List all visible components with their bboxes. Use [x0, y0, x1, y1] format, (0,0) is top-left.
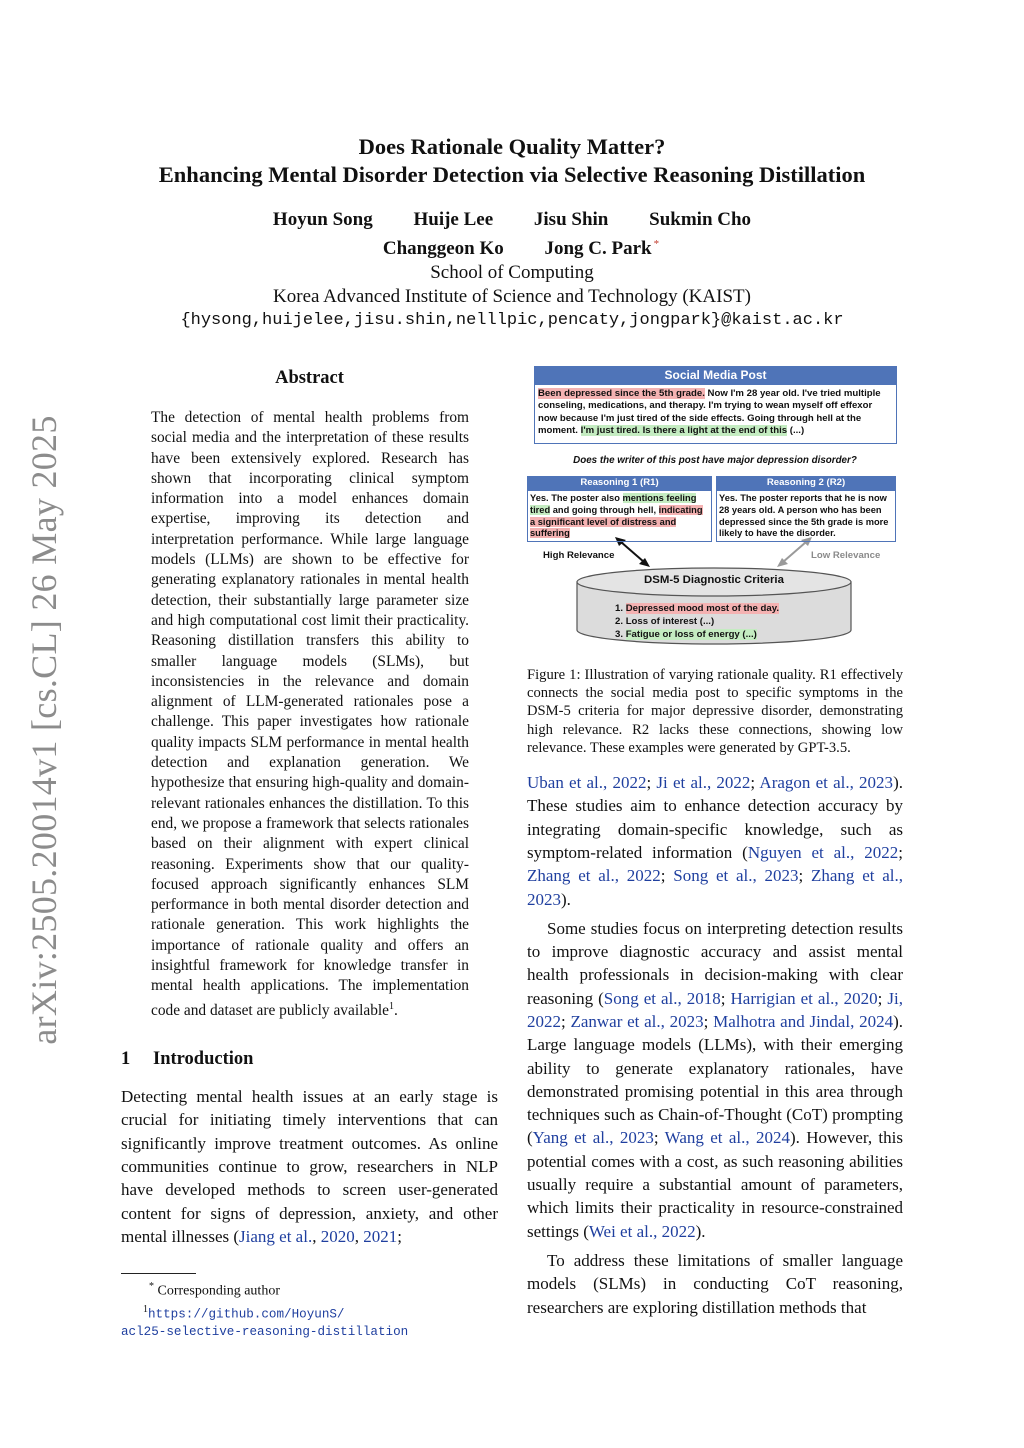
dsm-item-text: Loss of interest (...)	[625, 615, 715, 627]
dsm-item	[615, 603, 779, 616]
dsm-item-text: Fatigue or loss of energy (...)	[625, 628, 757, 640]
abstract-body: The detection of mental health problems from social media and the interpretation of these results have been extensively explored. Research has shown that incorporating clinical symptom information into a model enhances domain expertise, improving its detection and interpretation performance. While large language models (LLMs) are shown to be effective for generating explanatory rationales in mental health detection, their substantially large parameter size and high computational cost limit their practicality. Reasoning distillation transfers this ability to smaller language models (SLMs), but inconsistencies in the relevance and domain alignment of LLM-generated rationales pose a challenge. This paper investigates how rationale quality impacts SLM performance in mental health detection and explanation generation. We hypothesize that ensuring high-quality and domain-relevant rationales enhances the distillation. To this end, we propose a framework that selects rationales based on their alignment with expert clinical reasoning. Experiments show that our quality-focused approach significantly enhances SLM performance in both mental disorder detection and rationale generation. This work highlights the importance of rationale quality and offers an insightful framework for knowledge transfer in mental health applications. The implementation code and dataset are publicly available	[151, 409, 469, 1019]
reasoning-1-header: Reasoning 1 (R1)	[527, 476, 712, 490]
right-paragraph-3: To address these limitations of smaller language models (SLMs) in conducting CoT reasoning, researchers are exploring distillation methods that	[527, 1250, 903, 1317]
intro-paragraph-1	[121, 1085, 498, 1248]
dsm-item-text: Depressed mood most of the day.	[625, 603, 780, 614]
intro-text: Detecting mental health issues at an early stage is crucial for initiating timely interventions that can significantly improve treatment outcomes. As online communities continue to grow, researchers in NLP have developed methods to screen user-generated content for signs of depression, anxiety, and other mental illnesses (	[121, 1087, 498, 1246]
footnote-link	[121, 1301, 498, 1324]
reasoning-2-box	[716, 476, 896, 542]
post-highlight-green: I'm just tired. Is there a light at the end of this	[580, 424, 788, 436]
paragraph-text: ;	[561, 1011, 571, 1031]
r1-highlight-green: mentions feeling tired	[530, 493, 697, 515]
corresponding-mark: *	[653, 238, 660, 250]
citation-link[interactable]: Song et al., 2023	[673, 866, 799, 886]
figure-1	[527, 360, 903, 660]
high-relevance-label: High Relevance	[543, 550, 615, 561]
r1-highlight-red: indicating a significant level of distress and suffering	[530, 504, 703, 539]
paragraph-text: ).	[561, 889, 571, 909]
citation-separator: ,	[312, 1226, 321, 1246]
footnotes	[121, 1273, 498, 1341]
dsm-item-number: 3.	[615, 628, 624, 640]
affiliation-school: School of Computing	[430, 262, 594, 284]
dsm-criteria-list	[615, 603, 779, 641]
intro-text-end: ;	[397, 1226, 402, 1246]
paragraph-text: Some studies focus on interpreting detection results to improve diagnostic accuracy and assist mental health professionals in decision-making with clear reasoning (	[527, 918, 903, 1008]
post-highlight-red: Been depressed since the 5th grade.	[538, 388, 705, 399]
citation-link[interactable]: Zanwar et al., 2023	[570, 1011, 704, 1031]
citation-separator: ,	[354, 1226, 364, 1246]
author-block	[0, 208, 1024, 333]
paragraph-text: ). These studies aim to enhance detection accuracy by integrating domain-specific knowledge, such as symptom-related information (	[527, 773, 903, 862]
dsm-item-number: 1.	[615, 603, 624, 614]
paragraph-text: ;	[720, 988, 731, 1008]
citation-link[interactable]: 2020	[320, 1226, 355, 1246]
paragraph-text: ;	[898, 842, 903, 862]
abstract-heading: Abstract	[275, 368, 344, 388]
github-link-cont[interactable]: acl25-selective-reasoning-distillation	[121, 1325, 409, 1340]
post-body	[534, 384, 897, 444]
author-row-1	[0, 208, 1024, 232]
github-link[interactable]: https://github.com/HoyunS/	[148, 1307, 345, 1322]
citation-link[interactable]: Harrigian et al., 2020	[730, 988, 878, 1008]
footnote-rule	[121, 1273, 196, 1274]
footnote-text: Corresponding author	[157, 1283, 280, 1299]
paragraph-text: ;	[798, 866, 811, 886]
paragraph-text: ;	[653, 1128, 665, 1148]
dsm-title: DSM-5 Diagnostic Criteria	[644, 574, 784, 586]
citation-link[interactable]: 2021	[363, 1226, 398, 1246]
citation-link[interactable]: Wang et al., 2024	[664, 1128, 790, 1148]
citation-link[interactable]: Jiang et al.	[239, 1226, 313, 1246]
paragraph-text: ;	[703, 1011, 714, 1031]
paragraph-text: ;	[877, 988, 888, 1008]
post-text: Now I'm 28 year old. I've tried multiple conseling, medications, and therapy. I'm trying to wean myself off effexor now because I'm just tired of the side effects. Going through hell at the moment.	[538, 388, 881, 436]
citation-link[interactable]: Aragon et al., 2023	[759, 773, 894, 793]
author-emails: {hysong,huijelee,jisu.shin,nelllpic,pencaty,jongpark}@kaist.ac.kr	[180, 311, 844, 331]
citation-link[interactable]: Wei et al., 2022	[588, 1221, 696, 1241]
post-text-end: (...)	[787, 424, 805, 436]
citation-link[interactable]: Song et al., 2018	[603, 988, 721, 1008]
section-title-text: Introduction	[153, 1049, 254, 1070]
figure-caption: Figure 1: Illustration of varying rationale quality. R1 effectively connects the social media post to specific symptoms in the DSM-5 criteria for major depressive disorder, demonstrating high relevance. R2 lacks these connections, showing low relevance. These examples were generated by GPT-3.5.	[527, 667, 903, 756]
citation-link[interactable]: Ji et al., 2022	[656, 773, 751, 793]
dsm-item-number: 2.	[615, 615, 624, 627]
footnote-mark: *	[149, 1281, 154, 1292]
right-paragraph-1	[527, 771, 903, 911]
section-heading-introduction	[121, 1047, 498, 1071]
paragraph-text: ;	[660, 866, 674, 886]
reasoning-1-box	[527, 476, 712, 542]
r1-text: Yes. The poster also	[530, 493, 623, 503]
author-name: Huije Lee	[413, 209, 494, 230]
section-number: 1	[121, 1049, 131, 1070]
footnote-corresponding	[121, 1278, 498, 1301]
left-column	[121, 366, 498, 1248]
reasoning-1-body	[527, 490, 712, 542]
abstract-text	[151, 408, 469, 1021]
post-header: Social Media Post	[534, 366, 897, 384]
footnote-ref[interactable]: 1	[389, 1000, 395, 1012]
dsm-item	[615, 629, 779, 642]
author-name: Hoyun Song	[272, 209, 373, 230]
paragraph-text: ;	[750, 773, 760, 793]
paragraph-text: ;	[646, 773, 657, 793]
citation-link[interactable]: Zhang et al., 2022	[527, 866, 661, 886]
reasoning-2-header: Reasoning 2 (R2)	[716, 476, 896, 490]
paragraph-text: ).	[695, 1221, 706, 1241]
dsm-item	[615, 616, 779, 629]
citation-link[interactable]: Ji, 2022	[527, 988, 903, 1031]
author-name: Sukmin Cho	[649, 209, 752, 230]
abstract-end: .	[394, 1001, 398, 1019]
r1-text-2: and going through hell,	[550, 504, 659, 515]
affiliation-institute: Korea Advanced Institute of Science and Technology (KAIST)	[273, 286, 751, 308]
right-column	[527, 360, 903, 1319]
citation-link[interactable]: Zhang et al., 2023	[527, 866, 903, 909]
citation-link[interactable]: Uban et al., 2022	[527, 773, 647, 793]
figure-question: Does the writer of this post have major depression disorder?	[573, 455, 857, 466]
right-paragraph-2	[527, 917, 903, 1243]
paper-title	[0, 133, 1024, 189]
paragraph-text: ). However, this potential comes with a cost, as such reasoning abilities usually require a substantial amount of parameters, which limits their practicality in resource-constrained settings (	[527, 1128, 903, 1241]
title-line-1: Does Rationale Quality Matter?	[358, 134, 666, 159]
arxiv-identifier: arXiv:2505.20014v1 [cs.CL] 26 May 2025	[24, 415, 64, 1045]
author-row-2	[0, 232, 1024, 261]
footnote-link-cont	[121, 1323, 498, 1341]
author-name: Changgeon Ko	[382, 238, 504, 260]
reasoning-2-body: Yes. The poster reports that he is now 28 years old. A person who has been depressed since the 5th grade is more likely to have the disorder.	[716, 490, 896, 542]
author-name: Jisu Shin	[533, 209, 609, 230]
low-relevance-label: Low Relevance	[811, 550, 881, 561]
citation-link[interactable]: Nguyen et al., 2022	[747, 842, 899, 862]
title-line-2: Enhancing Mental Disorder Detection via Selective Reasoning Distillation	[158, 162, 866, 187]
author-name: Jong C. Park	[544, 238, 652, 260]
paragraph-text: ). Large language models (LLMs), with their emerging ability to generate explanatory rationales, have demonstrated promising potential in this area through techniques such as Chain-of-Thought (CoT) prompting (	[527, 1011, 903, 1148]
citation-link[interactable]: Yang et al., 2023	[532, 1128, 654, 1148]
footnote-mark: 1	[143, 1303, 148, 1315]
citation-link[interactable]: Malhotra and Jindal, 2024	[713, 1011, 894, 1031]
